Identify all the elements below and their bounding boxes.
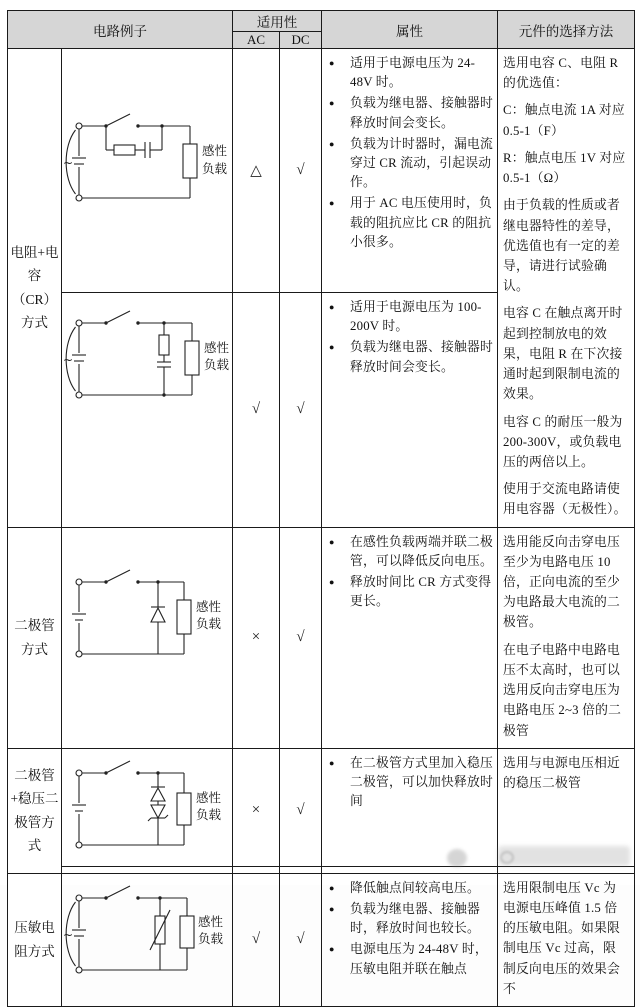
property-item: ● 适用于电源电压为 24-48V 时。 (322, 54, 493, 92)
dc-source-icon (72, 770, 86, 848)
ac-mark: √ (233, 873, 280, 1006)
ac-tilde-glyph: ~ (63, 927, 74, 942)
circuit-diagram-cr-parallel-load-icon (62, 301, 227, 416)
dc-mark: √ (280, 49, 322, 293)
properties-list (322, 298, 493, 377)
circuit-cell-cr-load (62, 292, 233, 527)
header-circuit-example: 电路例子 (8, 11, 233, 49)
header-dc: DC (280, 32, 322, 49)
property-item: ● 适用于电源电压为 100-200V 时。 (322, 298, 493, 336)
property-item: ● 用于 AC 电压使用时，负载的阻抗应比 CR 的阻抗小很多。 (322, 194, 493, 252)
resistor-icon (114, 145, 135, 155)
dc-mark: √ (280, 527, 322, 748)
properties-cell (322, 49, 498, 293)
inductive-load-icon (177, 582, 191, 654)
circuit-cell-diode-zener (62, 748, 233, 873)
properties-cell (322, 292, 498, 527)
property-item: ● 电源电压为 24-48V 时，压敏电阻并联在触点 (322, 940, 493, 978)
properties-cell (322, 873, 498, 1006)
selection-cell (498, 49, 635, 528)
ac-mark: × (233, 527, 280, 748)
property-item: ● 在二极管方式里加入稳压二极管，可以加快释放时间 (322, 754, 493, 812)
ac-tilde-glyph: ~ (63, 156, 74, 170)
watermark (498, 846, 630, 866)
header-applicability: 适用性 (233, 11, 322, 32)
table-container (7, 10, 635, 996)
watermark (500, 851, 514, 864)
method-label-cr: 电阻+电容（CR）方式 (8, 49, 62, 528)
selection-text: 选用与电源电压相近的稳压二极管 (503, 755, 620, 790)
varistor-icon (150, 898, 170, 970)
property-item: ● 降低触点间较高电压。 (322, 879, 493, 898)
property-item: ● 负载为计时器时，漏电流穿过 CR 流动，引起误动作。 (322, 135, 493, 193)
dc-source-icon (72, 579, 86, 657)
header-ac: AC (233, 32, 280, 49)
inductive-load-label: 感性负载 (202, 144, 228, 176)
resistor-icon (159, 335, 169, 355)
circuit-cell-cr-switch (62, 49, 233, 293)
inductive-load-icon (185, 323, 199, 395)
selection-text: R：触点电压 1V 对应 0.5-1（Ω） (503, 150, 626, 186)
watermark (447, 849, 467, 867)
selection-text: 选用限制电压 Vc 为电源电压峰值 1.5 倍的压敏电阻。如果限制电压 Vc 过高，限制反向电压的效果会不 (503, 880, 620, 996)
inductive-load-icon (183, 126, 197, 198)
selection-text: 使用于交流电路请使用电容器（无极性）。 (503, 482, 627, 517)
diode-icon (151, 582, 165, 654)
resistor-capacitor-branch-icon (157, 323, 171, 395)
properties-cell (322, 527, 498, 748)
switch-icon (106, 570, 130, 582)
header-properties: 属性 (322, 11, 498, 49)
circuit-cell-varistor (62, 873, 233, 1006)
property-item: ● 负载为继电器、接触器时释放时间会变长。 (322, 94, 493, 132)
switch-icon (106, 886, 130, 898)
properties-list (322, 54, 493, 252)
ac-mark: △ (233, 49, 280, 293)
switch-icon (106, 114, 130, 126)
circuit-cell-diode (62, 527, 233, 748)
selection-text: 由于负载的性质或者继电器特性的差导，优选值也有一定的差导，请进行试验确认。 (503, 198, 620, 294)
inductive-load-icon (177, 773, 191, 845)
method-label-varistor: 压敏电阻方式 (8, 873, 62, 1006)
switch-icon (106, 311, 130, 323)
property-item: ● 负载为继电器、接触器时，释放时间也较长。 (322, 900, 493, 938)
properties-list (322, 533, 493, 612)
switch-icon (106, 761, 130, 773)
selection-text: 选用电容 C、电阻 R 的优选值： (503, 56, 619, 91)
ac-mark: √ (233, 292, 280, 527)
ac-tilde-glyph: ~ (63, 352, 74, 367)
properties-list (322, 879, 493, 979)
properties-cell (322, 748, 498, 873)
selection-text: C：触点电流 1A 对应 0.5-1（F） (503, 103, 625, 138)
selection-text: 电容 C 在触点离开时起到控制放电的效果，电阻 R 在下次接通时起到限制电流的效果。 (503, 306, 623, 402)
inductive-load-label: 感性负载 (196, 599, 222, 632)
dc-mark: √ (280, 292, 322, 527)
resistor-capacitor-branch-icon (106, 126, 162, 158)
selection-text: 选用能反向击穿电压至少为电路电压 10 倍，正向电流的至少为电路最大电流的二极管。 (503, 534, 620, 630)
inductive-load-icon (180, 898, 194, 970)
method-label-diode-zener: 二极管+稳压二极管方式 (8, 748, 62, 873)
inductive-load-label: 感性负载 (196, 790, 222, 823)
properties-list (322, 754, 493, 812)
property-item: ● 在感性负载两端并联二极管，可以降低反向电压。 (322, 533, 493, 571)
header-selection-method: 元件的选择方法 (498, 11, 635, 49)
dc-mark: √ (280, 748, 322, 873)
selection-cell (498, 873, 635, 1006)
selection-cell (498, 527, 635, 748)
inductive-load-label: 感性负载 (198, 914, 224, 947)
method-label-diode: 二极管方式 (8, 527, 62, 748)
dc-mark: √ (280, 873, 322, 1006)
ac-mark: × (233, 748, 280, 873)
selection-text: 在电子电路中电路电压不太高时，也可以选用反向击穿电压为电路电压 2~3 倍的二极管 (503, 642, 622, 738)
inductive-load-label: 感性负载 (204, 340, 230, 373)
property-item: ● 释放时间比 CR 方式变得更长。 (322, 573, 493, 611)
property-item: ● 负载为继电器、接触器时释放时间会变长。 (322, 338, 493, 376)
zener-diode-icon (148, 801, 168, 845)
selection-text: 电容 C 的耐压一般为 200-300V，或负载电压的两倍以上。 (503, 414, 623, 469)
diode-icon (151, 773, 165, 801)
